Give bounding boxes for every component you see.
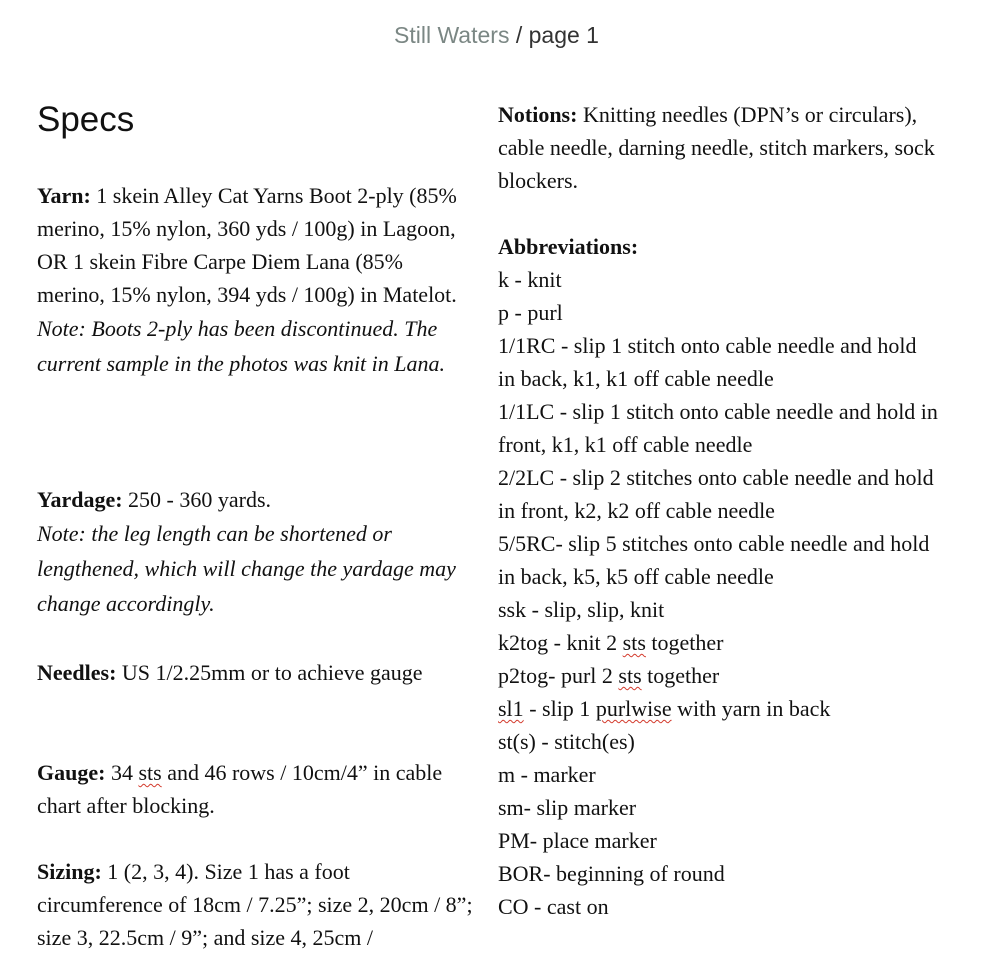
needles-section [37,656,423,689]
abbr-item: st(s) - stitch(es) [498,729,635,754]
page-number: page 1 [528,22,599,48]
notions-label: Notions: [498,102,578,127]
sizing-section [37,855,473,954]
notions-section [498,98,938,197]
abbr-item: CO - cast on [498,894,609,919]
abbreviations-label: Abbreviations: [498,234,639,259]
abbr-text: - slip 1 [523,696,596,721]
abbreviations-section [498,230,938,923]
abbr-item: 5/5RC- slip 5 stitches onto cable needle and hold in back, k5, k5 off cable needle [498,531,930,589]
abbr-text: together [641,663,720,688]
gauge-section [37,756,473,822]
abbr-item: p - purl [498,300,563,325]
specs-heading: Specs [37,100,135,139]
abbr-text: with yarn in back [671,696,831,721]
page-header [0,18,993,52]
abbr-item [498,626,938,659]
needles-label: Needles: [37,660,117,685]
spellcheck-word: sts [618,663,642,688]
abbr-item: 1/1LC - slip 1 stitch onto cable needle and hold in front, k1, k1 off cable needle [498,399,938,457]
abbr-text: k2tog - knit 2 [498,630,623,655]
yarn-section [37,179,473,381]
abbr-item: PM- place marker [498,828,657,853]
header-separator: / [509,22,529,48]
gauge-sts-word: sts [138,760,162,785]
gauge-text-after: and 46 rows / 10cm/4” in cable chart after blocking. [37,760,443,818]
spellcheck-word: sl1 [498,696,524,721]
abbr-item: 2/2LC - slip 2 stitches onto cable needle and hold in front, k2, k2 off cable needle [498,465,934,523]
yardage-note: Note: the leg length can be shortened or lengthened, which will change the yardage may change accordingly. [37,521,456,616]
needles-text: US 1/2.25mm or to achieve gauge [116,660,423,685]
yardage-label: Yardage: [37,487,123,512]
document-name: Still Waters [394,22,510,48]
abbr-text: together [645,630,724,655]
abbr-item: sm- slip marker [498,795,637,820]
abbr-item: k - knit [498,267,562,292]
abbr-item [498,692,938,725]
sizing-text: 1 (2, 3, 4). Size 1 has a foot circumference of 18cm / 7.25”; size 2, 20cm / 8”; size 3, 22.5cm / 9”; and size 4, 25cm / [37,859,473,950]
sizing-label: Sizing: [37,859,102,884]
abbreviations-list [498,263,938,923]
gauge-label: Gauge: [37,760,106,785]
gauge-text-before: 34 [105,760,139,785]
abbr-item: BOR- beginning of round [498,861,725,886]
yarn-text: 1 skein Alley Cat Yarns Boot 2-ply (85% merino, 15% nylon, 360 yds / 100g) in Lagoon, OR 1 skein Fibre Carpe Diem Lana (85% merino, 15% nylon, 394 yds / 100g) in Matelot. [37,183,457,307]
yardage-section [37,483,473,621]
abbr-item [498,659,938,692]
abbr-item: ssk - slip, slip, knit [498,597,665,622]
abbr-item: 1/1RC - slip 1 stitch onto cable needle and hold in back, k1, k1 off cable needle [498,333,917,391]
abbr-text: p2tog- purl 2 [498,663,619,688]
yarn-note: Note: Boots 2-ply has been discontinued. The current sample in the photos was knit in Lana. [37,316,446,376]
yardage-text: 250 - 360 yards. [122,487,272,512]
spellcheck-word: purlwise [595,696,672,721]
spellcheck-word: sts [622,630,646,655]
notions-text: Knitting needles (DPN’s or circulars), cable needle, darning needle, stitch markers, sock blockers. [498,102,935,193]
abbr-item: m - marker [498,762,596,787]
yarn-label: Yarn: [37,183,91,208]
